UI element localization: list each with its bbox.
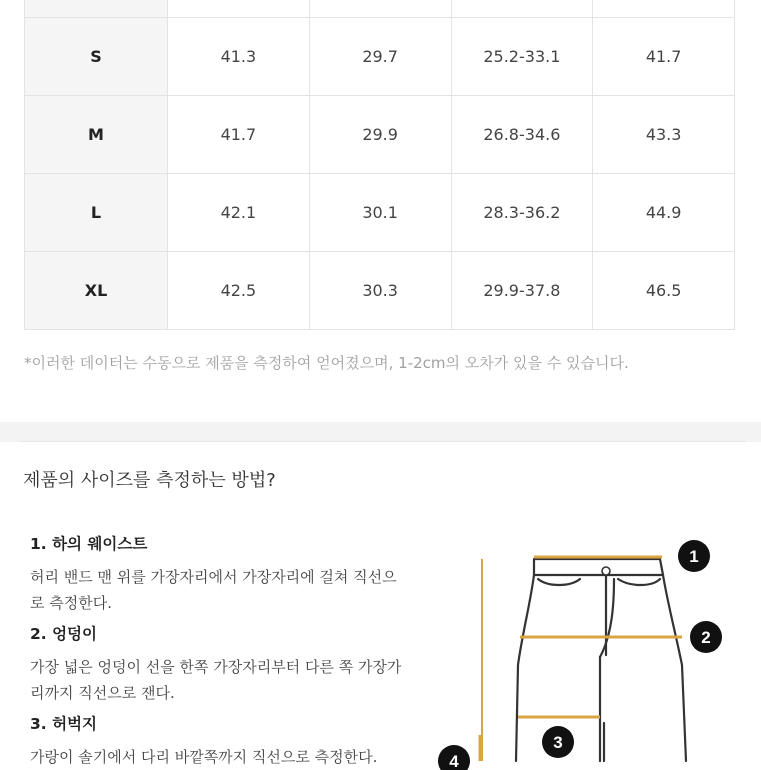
table-cell: 28.3-36.2 <box>451 174 593 252</box>
svg-text:2: 2 <box>701 628 711 647</box>
table-cell: 29.9 <box>309 96 451 174</box>
marker-2 <box>690 621 722 653</box>
table-cell: 41.3 <box>168 18 310 96</box>
marker-3 <box>542 726 574 758</box>
size-table <box>24 0 735 330</box>
table-cell: 29.9-37.8 <box>451 252 593 330</box>
size-label: L <box>25 174 168 252</box>
table-row <box>25 174 735 252</box>
step-hip <box>30 622 430 706</box>
table-cell: 44.9 <box>593 174 735 252</box>
step-description: 가랑이 솔기에서 다리 바깥쪽까지 직선으로 측정한다. <box>30 748 378 766</box>
table-cell: 42.5 <box>168 252 310 330</box>
table-cell: 29.7 <box>309 18 451 96</box>
table-cell: 41.7 <box>593 18 735 96</box>
table-row <box>25 252 735 330</box>
size-label: M <box>25 96 168 174</box>
pants-measurement-diagram <box>430 535 740 770</box>
table-cell: 26.8-34.6 <box>451 96 593 174</box>
size-label: S <box>25 18 168 96</box>
marker-1 <box>678 540 710 572</box>
svg-text:1: 1 <box>689 547 699 566</box>
step-title: 1. 하의 웨이스트 <box>30 535 148 553</box>
table-cell: 46.5 <box>593 252 735 330</box>
table-row-header-tail <box>25 0 735 18</box>
size-label: XL <box>25 252 168 330</box>
table-cell: 41.7 <box>168 96 310 174</box>
measurement-note: *이러한 데이터는 수동으로 제품을 측정하여 얻어졌으며, 1-2cm의 오차가 있을 수 있습니다. <box>24 354 629 372</box>
table-cell: 30.1 <box>309 174 451 252</box>
table-cell: 42.1 <box>168 174 310 252</box>
table-cell: 30.3 <box>309 252 451 330</box>
table-cell: 25.2-33.1 <box>451 18 593 96</box>
step-title: 2. 엉덩이 <box>30 625 97 643</box>
step-description: 가장 넓은 엉덩이 선을 한쪽 가장자리부터 다른 쪽 가장가리까지 직선으로 잰다. <box>30 658 402 702</box>
table-row <box>25 18 735 96</box>
divider-line <box>20 441 746 442</box>
pants-outline-illustration <box>516 559 686 761</box>
marker-4 <box>438 745 470 770</box>
svg-text:4: 4 <box>449 752 459 770</box>
how-to-measure-title: 제품의 사이즈를 측정하는 방법? <box>23 470 276 491</box>
measurement-lines <box>480 557 682 761</box>
step-thigh <box>30 712 430 770</box>
step-waist <box>30 532 430 616</box>
svg-text:3: 3 <box>553 733 563 752</box>
step-description: 허리 밴드 맨 위를 가장자리에서 가장자리에 걸쳐 직선으로 측정한다. <box>30 568 397 612</box>
table-cell: 43.3 <box>593 96 735 174</box>
button-icon <box>602 567 610 575</box>
section-divider-band <box>0 422 761 442</box>
table-row <box>25 96 735 174</box>
step-title: 3. 허벅지 <box>30 715 97 733</box>
